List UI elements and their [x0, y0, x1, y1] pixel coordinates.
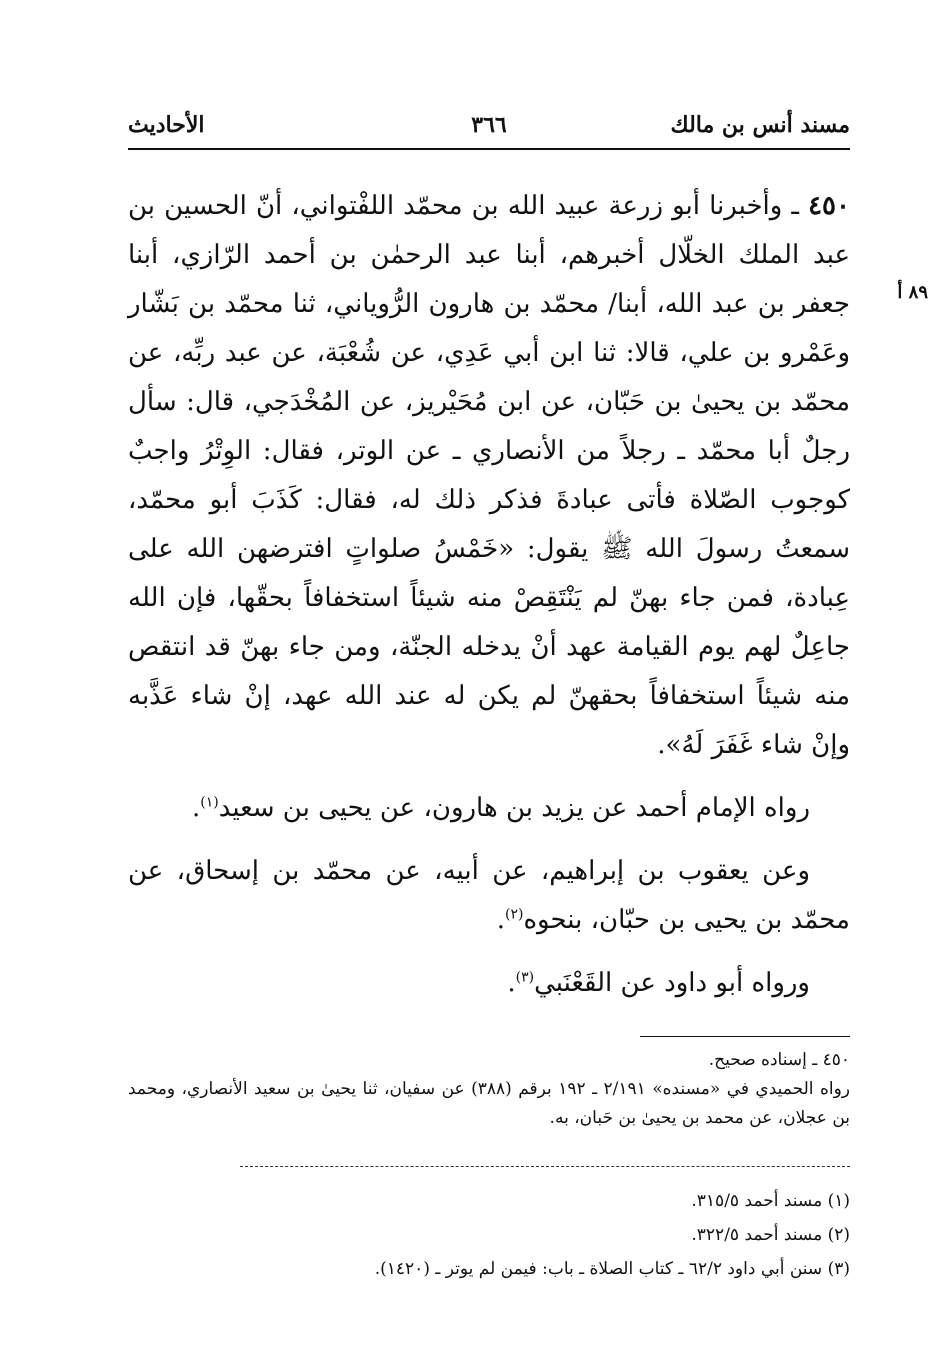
riwaya-2-text: وعن يعقوب بن إبراهيم، عن أبيه، عن محمّد بن إسحاق، عن محمّد بن يحيى بن حبّان، بنحوه — [128, 856, 850, 935]
footnote-1: (١) مسند أحمد ٣١٥/٥. — [691, 1191, 850, 1211]
takhrij-detail: رواه الحميدي في «مسنده» ٢/١٩١ ـ ١٩٢ برقم (٣٨٨) عن سفيان، ثنا يحيىٰ بن سعيد الأنصاري، ومحمد بن عجلان، عن محمد بن يحيىٰ بن حَبان، به. — [128, 1079, 850, 1128]
riwaya-3-end: . — [507, 968, 516, 998]
main-text — [128, 182, 850, 1008]
riwaya-3 — [128, 959, 850, 1008]
manuscript-folio-note: ٨٩ أ — [897, 282, 928, 303]
riwaya-3-text: ورواه أبو داود عن القَعْنَبي — [534, 968, 810, 998]
hadith-number: ٤٥٠ — [808, 191, 850, 221]
footnote-separator — [640, 1036, 850, 1037]
riwaya-1-end: . — [191, 793, 201, 823]
riwaya-2 — [128, 847, 850, 945]
hadith-paragraph — [128, 182, 850, 770]
running-header — [128, 112, 850, 148]
footnote-ref-3[interactable]: (٣) — [515, 969, 535, 986]
page-number: ٣٦٦ — [471, 112, 507, 138]
dashed-separator — [240, 1166, 850, 1167]
footnotes — [128, 1184, 850, 1286]
hadith-text: ـ وأخبرنا أبو زرعة عبيد الله بن محمّد اللفْتواني، أنّ الحسين بن عبد الملك الخلّال أخبرهم، أبنا عبد الرحمٰن بن أحمد الرّازي، أبنا جعفر بن عبد الله، أبنا/ محمّد بن هارون الرُّوياني، ثنا محمّد بن بَشّار وعَمْرو بن علي، قالا: ثنا ابن أبي عَدِي، عن شُعْبَة، عن عبد ربِّه، عن محمّد بن يحيىٰ بن حَبّان، عن ابن مُحَيْريز، عن المُخْدَجي، قال: سأل رجلٌ أبا محمّد ـ رجلاً من الأنصاري ـ عن الوتر، فقال: الوِتْرُ واجبٌ كوجوب الصّلاة فأتى عبادةَ فذكر ذلك له، فقال: كَذَبَ أبو محمّد، سمعتُ رسولَ الله ﷺ يقول: «خَمْسُ صلواتٍ افترضهن الله على عِبادة، فمن جاء بهنّ لم يَنْتَقِصْ منه شيئاً استخفافاً بحقّها، فإن الله جاعِلٌ لهم يوم القيامة عهد أنْ يدخله الجنّة، ومن جاء بهنّ قد انتقص منه شيئاً استخفافاً بحقهنّ لم يكن له عند الله عهد، إنْ شاء عَذَّبه وإنْ شاء غَفَرَ لَهُ». — [128, 191, 850, 760]
section-title: الأحاديث — [128, 112, 205, 138]
riwaya-2-end: . — [496, 905, 505, 935]
footnote-2: (٢) مسند أحمد ٣٢٢/٥. — [691, 1225, 850, 1245]
footnote-ref-1[interactable]: (١) — [200, 794, 219, 811]
takhrij-grade: ٤٥٠ ـ إسناده صحيح. — [708, 1050, 850, 1070]
header-rule — [128, 148, 850, 150]
footnote-3: (٣) سنن أبي داود ٦٢/٢ ـ كتاب الصلاة ـ باب: فيمن لم يوتر ـ (١٤٢٠). — [374, 1259, 850, 1279]
book-title: مسند أنس بن مالك — [670, 112, 850, 138]
takhrij-section — [128, 1046, 850, 1133]
riwaya-1-text: رواه الإمام أحمد عن يزيد بن هارون، عن يحيى بن سعيد — [218, 793, 810, 823]
footnote-ref-2[interactable]: (٢) — [504, 906, 524, 923]
riwaya-1 — [128, 784, 850, 833]
